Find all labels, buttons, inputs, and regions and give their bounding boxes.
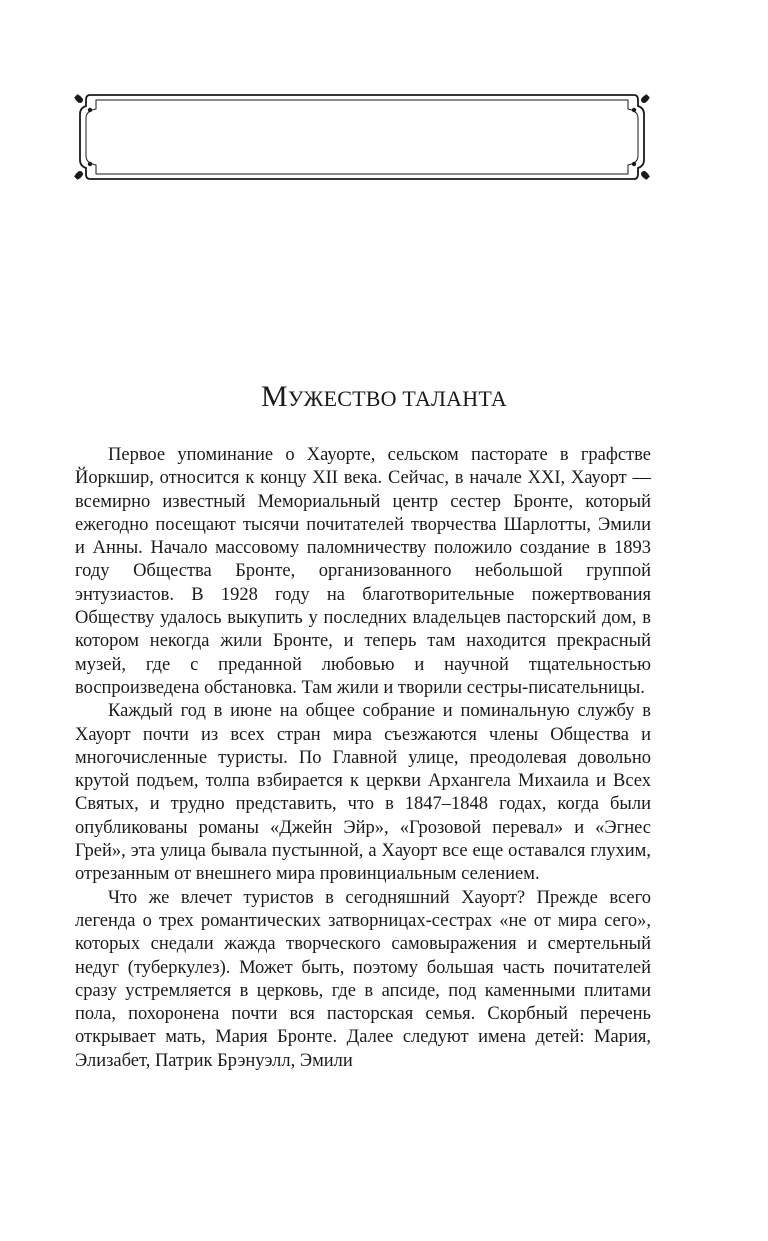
paragraph: Каждый год в июне на общее собрание и поминальную службу в Хауорт почти из всех стран мира съезжаются члены Общества и многочисленные туристы. По Главной улице, преодолевая довольно крутой подъем, толпа взбирается к церкви Архангела Михаила и Всех Святых, и трудно представить, что в 1847–1848 годах, когда были опубликованы романы «Джейн Эйр», «Грозовой перевал» и «Эгнес Грей», эта улица бывала пустынной, а Хауорт все еще оставался глухим, отрезанным от внешнего мира провинциальным селением. (75, 701, 651, 885)
paragraph: Первое упоминание о Хауорте, сельском пасторате в графстве Йоркшир, относится к концу XII века. Сейчас, в начале XXI, Хауорт — всемирно известный Мемориальный центр сестер Бронте, который ежегодно посещают тысячи почитателей творчества Шарлотты, Эмили и Анны. Начало массовому паломничеству положило создание в 1893 году Общества Бронте, организованного небольшой группой энтузиастов. В 1928 году на благотворительные пожертвования Обществу удалось выкупить у последних владельцев пасторский дом, в котором некогда жили Бронте, и теперь там находится прекрасный музей, где с преданной любовью и научной тщательностью воспроизведена обстановка. Там жили и творили сестры-писательницы. (75, 445, 651, 698)
chapter-title (0, 380, 768, 414)
title-initial: М (261, 380, 288, 413)
paragraph: Что же влечет туристов в сегодняшний Хауорт? Прежде всего легенда о трех романтических затворницах-сестрах «не от мира сего», которых снедали жажда творческого самовыражения и смертельный недуг (туберкулез). Может быть, поэтому большая часть почитателей сразу устремляется в церковь, где в апсиде, под каменными плитами пола, похоронена почти вся пасторская семья. Скорбный перечень открывает мать, Мария Бронте. Далее следуют имена детей: Мария, Элизабет, Патрик Брэнуэлл, Эмили (75, 887, 651, 1071)
title-rest: УЖЕСТВО ТАЛАНТА (287, 386, 507, 411)
decorative-frame (72, 92, 652, 182)
body-text (75, 444, 651, 1073)
